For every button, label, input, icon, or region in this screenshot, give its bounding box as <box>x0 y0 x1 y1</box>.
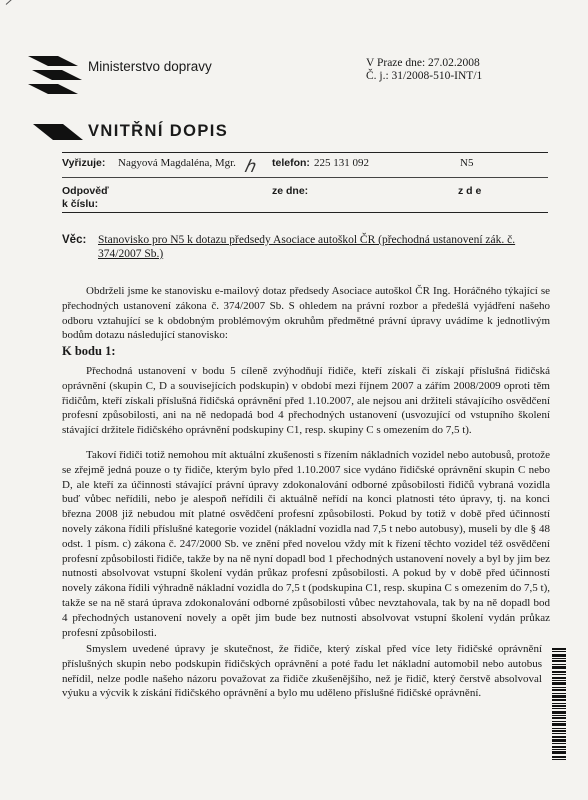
ministry-logo-icon <box>28 50 84 98</box>
vyrizuje-value: Nagyová Magdaléna, Mgr. <box>118 157 236 169</box>
scan-mark <box>6 0 32 5</box>
telefon-label: telefon: <box>272 157 310 169</box>
paragraph-2: Takoví řidiči totiž nemohou mít aktuální zkušenosti s řízením nákladních vozidel nebo autobusů, protože se zřejmě jedná pouze o ty řidiče, kterým bylo před 1.10.2007 sice vydáno řidičské oprávnění skupin C nebo D, ale kteří za účinnosti stávající právní úpravy zdokonalování odborné způsobilosti řidičů vybraná vozidla buď vůbec neřídili, nebo je alespoň neřídili či aktuálně neřídí na konci platnosti této úpravy, tj. na konci března 2008 již nebudou mít platné osvědčení profesní způsobilosti. Pokud by totiž v době před účinností novely zákona řídili příslušné kategorie vozidel (nákladní vozidla nad 7,5 t nebo autobusy), museli by dle § 48 odst. 1 písm. c) zákona č. 247/2000 Sb. ve znění před novelou vždy mít k řízení těchto vozidel též osvědčení profesní způsobilosti řidiče, takže by na ně nyní dopadl bod 1 přechodných ustanovení novely a byl by jim bez nutnosti absolvovat vstupní školení vydán průkaz profesní způsobilosti. A pokud by v době před účinností novely zákona řídili výhradně nákladní vozidla do 7,5 t (podskupina C1, resp. skupina C s omezením do 7,5 t), takže se na ně stará úprava zdokonalování odborné způsobilosti vůbec nevztahovala, tak by na ně dopadl bod 4 přechodných ustanovení novely a opět jim bude bez nutnosti absolvovat vstupní školení vydán průkaz profesní způsobilosti. <box>62 449 550 639</box>
subject-text: Stanovisko pro N5 k dotazu předsedy Asociace autoškol ČR (přechodná ustanovení zák. č. 374/2007 Sb.) <box>98 234 516 260</box>
reference-number: Č. j.: 31/2008-510-INT/1 <box>366 70 483 82</box>
header-form <box>62 152 548 213</box>
document-title: VNITŘNÍ DOPIS <box>88 122 229 140</box>
section-heading: K bodu 1: <box>62 344 116 358</box>
intro-paragraph: Obdrželi jsme ke stanovisku e-mailový dotaz předsedy Asociace autoškol ČR Ing. Horáčného týkající se přechodných ustanovení zákona č. 374/2007 Sb. S ohledem na právní rozbor a předešlá vyjádření našeho odboru vztahující se k obdobným problémovým okruhům předmětné právní úpravy uvádíme k jednotlivým bodům dotazu následující stanovisko: <box>62 285 550 342</box>
ministry-name: Ministerstvo dopravy <box>88 59 212 74</box>
ze-dne-label: ze dne: <box>272 185 309 197</box>
zde-label: z d e <box>458 185 482 197</box>
subject-label: Věc: <box>62 234 87 246</box>
paragraph-3: Smyslem uvedené úpravy je skutečnost, že řidiče, který získal před více lety řidičské oprávnění příslušných skupin nebo podskupin řidičských oprávnění a poté řadu let nákladní automobil nebo autobus neřídil, nelze podle našeho názoru považovat za řidiče zkušenějšího, než je řidič, který čerstvě absolvoval výuku a výcvik k získání řidičského oprávnění a bylo mu uděleno příslušné řidičské oprávnění. <box>62 643 542 700</box>
paragraph-1: Přechodná ustanovení v bodu 5 cíleně zvýhodňují řidiče, kteří získali či získají příslušná řidičská oprávnění (skupin C, D a souvisejících podskupin) v období mezi říjnem 2007 a zářím 2008/2009 oproti těm řidičům, kteří získali příslušná řidičská oprávnění před 1.10.2007, ale nejsou ani držiteli stávajícího osvědčení profesní způsobilosti, ani na ně nedopadá bod 4 přechodných ustanovení (usvozující od vstupního školení stávající držitele řidičského oprávnění podskupiny C1, resp. skupiny C s omezením do 7,5 t). <box>62 365 550 437</box>
form-row-reply <box>62 178 548 212</box>
telefon-value: 225 131 092 <box>314 157 369 169</box>
form-row-contact <box>62 153 548 178</box>
department-code: N5 <box>460 157 474 169</box>
vyrizuje-label: Vyřizuje: <box>62 157 106 169</box>
odpoved-label: Odpověď <box>62 185 109 197</box>
barcode-icon <box>552 648 566 776</box>
handwritten-initial-icon: ℎ <box>244 157 255 176</box>
document-meta <box>366 57 482 83</box>
k-cislu-label: k číslu: <box>62 198 99 210</box>
title-logo-icon <box>33 122 85 142</box>
date-line: V Praze dne: 27.02.2008 <box>366 57 480 69</box>
